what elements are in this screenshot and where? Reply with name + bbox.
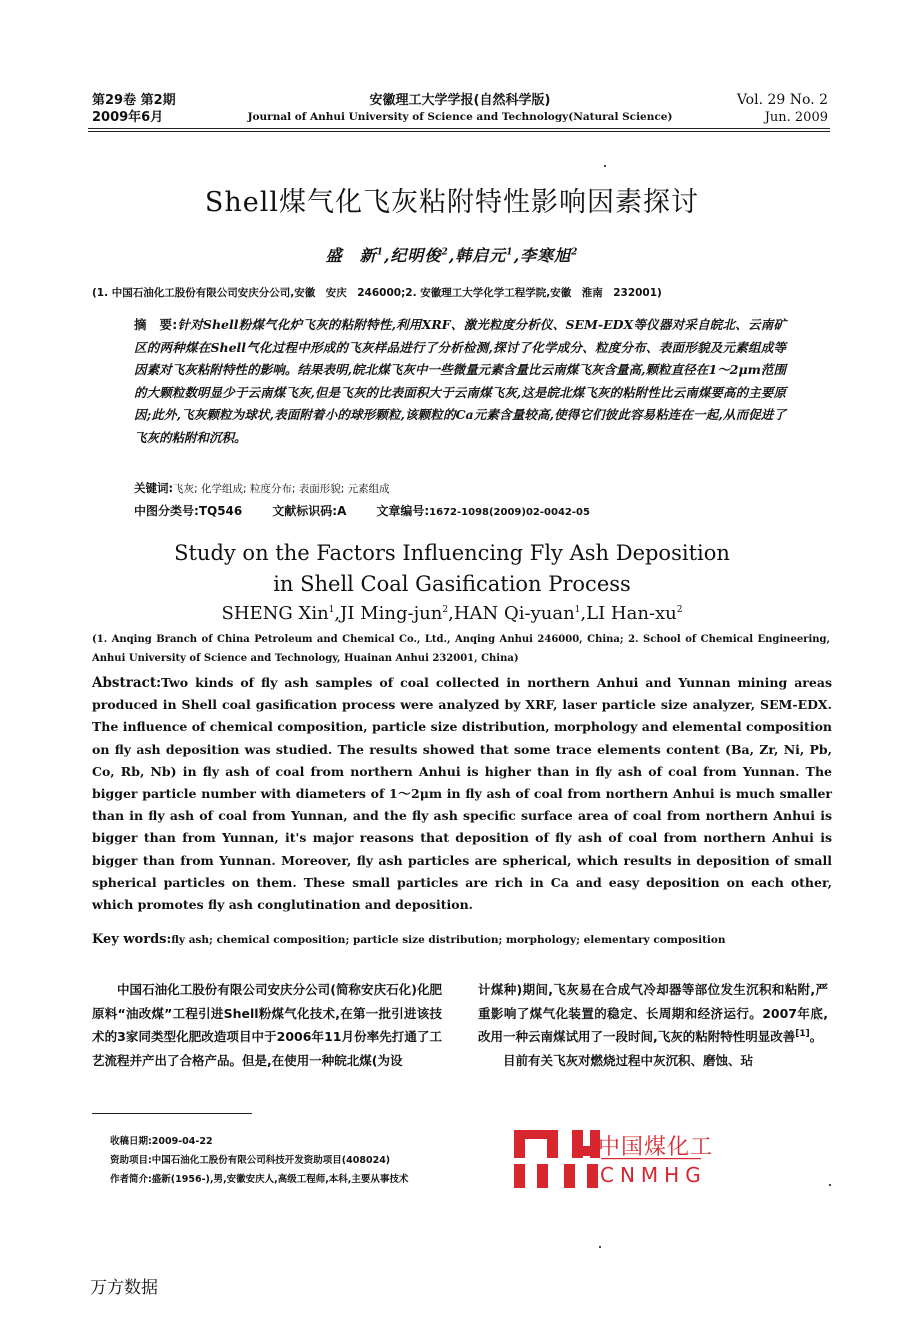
received-date: 收稿日期:2009-04-22 <box>110 1136 213 1147</box>
abstract-zh <box>134 314 786 449</box>
author-1-en: SHENG Xin <box>221 603 329 624</box>
footnote-rule <box>92 1113 252 1114</box>
author-2-en: JI Ming-jun <box>340 603 443 624</box>
paper-title-zh: Shell煤气化飞灰粘附特性影响因素探讨 <box>204 187 700 218</box>
logo-text-en: CNMHG <box>600 1163 707 1187</box>
volume-issue-zh: 第29卷 第2期 <box>92 93 176 108</box>
affiliation-en: (1. Anqing Branch of China Petroleum and Chemical Co., Ltd., Anqing Anhui 246000, China; 2. School of Chemical Engineering, Anhui University of Science and Technology, Huainan Anhui 232001, China) <box>92 634 830 664</box>
author-3-en: HAN Qi-yuan <box>453 603 575 624</box>
keywords-en <box>92 932 832 947</box>
body-column-right <box>478 978 828 1072</box>
author-4-en: LI Han-xu <box>586 603 677 624</box>
affiliation-zh: (1. 中国石油化工股份有限公司安庆分公司,安徽 安庆 246000;2. 安徽理工大学化学工程学院,安徽 淮南 232001) <box>92 287 662 299</box>
paper-title-en <box>0 538 904 600</box>
logo-text-zh: 中国煤化工 <box>598 1135 714 1160</box>
abstract-text-en: Two kinds of fly ash samples of coal collected in northern Anhui and Yunnan mining areas produced in Shell coal gasification process were analyzed by XRF, laser particle size analyzer, SEM-EDX. The influence of chemical composition, particle size distribution, morphology and elemental composition on fly ash deposition was studied. The results showed that some trace elements content (Ba, Zr, Ni, Pb, Co, Rb, Nb) in fly ash of coal from northern Anhui is higher than in fly ash of coal from Yunnan. The bigger particle number with diameters of 1～2μm in fly ash of coal from northern Anhui is much smaller than in fly ash of coal from Yunnan, and the fly ash specific surface area of coal from northern Anhui is bigger than from Yunnan, it's major reasons that deposition of fly ash of coal from northern Anhui is bigger than from Yunnan. Moreover, fly ash particles are spherical, which results in deposition of small spherical particles on them. These small particles are rich in Ca and easy deposition on each other, which promotes fly ash conglutination and deposition. <box>92 675 832 913</box>
title-en-line-2: in Shell Coal Gasification Process <box>273 572 631 596</box>
article-no-label: 文章编号: <box>376 504 430 518</box>
date-en: Jun. 2009 <box>764 110 828 125</box>
footnote <box>110 1132 510 1189</box>
keywords-text-zh: 飞灰; 化学组成; 粒度分布; 表面形貌; 元素组成 <box>173 483 390 495</box>
author-3-zh: 韩启元 <box>455 246 507 265</box>
abstract-label-zh: 摘 要: <box>134 317 178 332</box>
keywords-zh <box>134 480 794 496</box>
journal-name-en: Journal of Anhui University of Science and Technology(Natural Science) <box>247 111 673 123</box>
clc-value: TQ546 <box>198 504 243 518</box>
body-paragraph-left: 中国石油化工股份有限公司安庆分公司(简称安庆石化)化肥原料“油改煤”工程引进Shell粉煤气化技术,在第一批引进该技术的3家同类型化肥改造项目中于2006年11月份率先打通了工艺流程并产出了合格产品。但是,在使用一种皖北煤(为设 <box>92 982 442 1068</box>
citation-ref: [1] <box>795 1028 810 1039</box>
header-rule-2 <box>88 131 830 132</box>
clc-label: 中图分类号: <box>134 504 199 518</box>
date-zh: 2009年6月 <box>92 110 164 125</box>
abstract-text-zh: 针对Shell粉煤气化炉飞灰的粘附特性,利用XRF、激光粒度分析仪、SEM-EDX等仪器对采自皖北、云南矿区的两种煤在Shell气化过程中形成的飞灰样品进行了分析检测,探讨了化学成分、粒度分布、表面形貌及元素组成等因素对飞灰粘附特性的影响。结果表明,皖北煤飞灰中一些微量元素含量比云南煤飞灰含量高,颗粒直径在1～2μm范围的大颗粒数明显少于云南煤飞灰,但是飞灰的比表面积大于云南煤飞灰,这是皖北煤飞灰的粘附性比云南煤要高的主要原因;此外,飞灰颗粒为球状,表面附着小的球形颗粒,该颗粒的Ca元素含量较高,使得它们彼此容易粘连在一起,从而促进了飞灰的粘附和沉积。 <box>134 317 786 445</box>
keywords-text-en: fly ash; chemical composition; particle size distribution; morphology; elementary composition <box>171 934 726 946</box>
journal-name-zh: 安徽理工大学学报(自然科学版) <box>369 93 551 108</box>
body-column-left <box>92 978 442 1072</box>
classification-line <box>134 502 794 519</box>
doc-code-label: 文献标识码: <box>272 504 338 518</box>
author-bio: 作者简介:盛新(1956-),男,安徽安庆人,高级工程师,本科,主要从事技术 <box>110 1174 409 1185</box>
scan-speck <box>829 1184 831 1186</box>
funding-info: 资助项目:中国石油化工股份有限公司科技开发资助项目(408024) <box>110 1155 391 1166</box>
body-paragraph-right-2: 目前有关飞灰对燃烧过程中灰沉积、磨蚀、玷 <box>503 1052 754 1068</box>
abstract-en <box>92 672 832 916</box>
keywords-label-zh: 关键词: <box>134 481 174 495</box>
scan-speck <box>604 165 606 167</box>
author-list-en: SHENG Xin$^1$,JI Ming-jun$^2$,HAN Qi-yuan$^1$,LI Han-$xu^2$ <box>221 603 683 624</box>
body-paragraph-right-1: 计煤种)期间,飞灰易在合成气冷却器等部位发生沉积和粘附,严重影响了煤气化装置的稳定、长周期和经济运行。2007年底,改用一种云南煤试用了一段时间,飞灰的粘附特性明显改善[1]。 <box>478 982 828 1044</box>
journal-name <box>230 92 690 126</box>
issue-info <box>92 92 176 126</box>
author-4-zh: 李寒旭 <box>520 246 572 265</box>
doc-code-value: A <box>337 504 347 518</box>
issue-info-en <box>737 92 828 126</box>
title-en-line-1: Study on the Factors Influencing Fly Ash Deposition <box>174 541 730 565</box>
watermark: 万方数据 <box>90 1278 158 1298</box>
keywords-label-en: Key words: <box>92 932 172 947</box>
header-rule <box>88 128 830 129</box>
logo-mark-icon <box>514 1130 600 1188</box>
author-2-zh: 纪明俊 <box>390 246 442 265</box>
volume-issue-en: Vol. 29 No. 2 <box>736 92 828 108</box>
abstract-label-en: Abstract: <box>92 675 162 691</box>
author-list-zh: 盛 新$^1$,纪明俊$^2$,韩启元$^1$,李寒旭$^2$ <box>325 246 579 265</box>
article-no-value: 1672-1098(2009)02-0042-05 <box>429 507 590 518</box>
author-1-zh: 盛 新 <box>325 246 377 265</box>
scan-speck <box>599 1246 601 1248</box>
